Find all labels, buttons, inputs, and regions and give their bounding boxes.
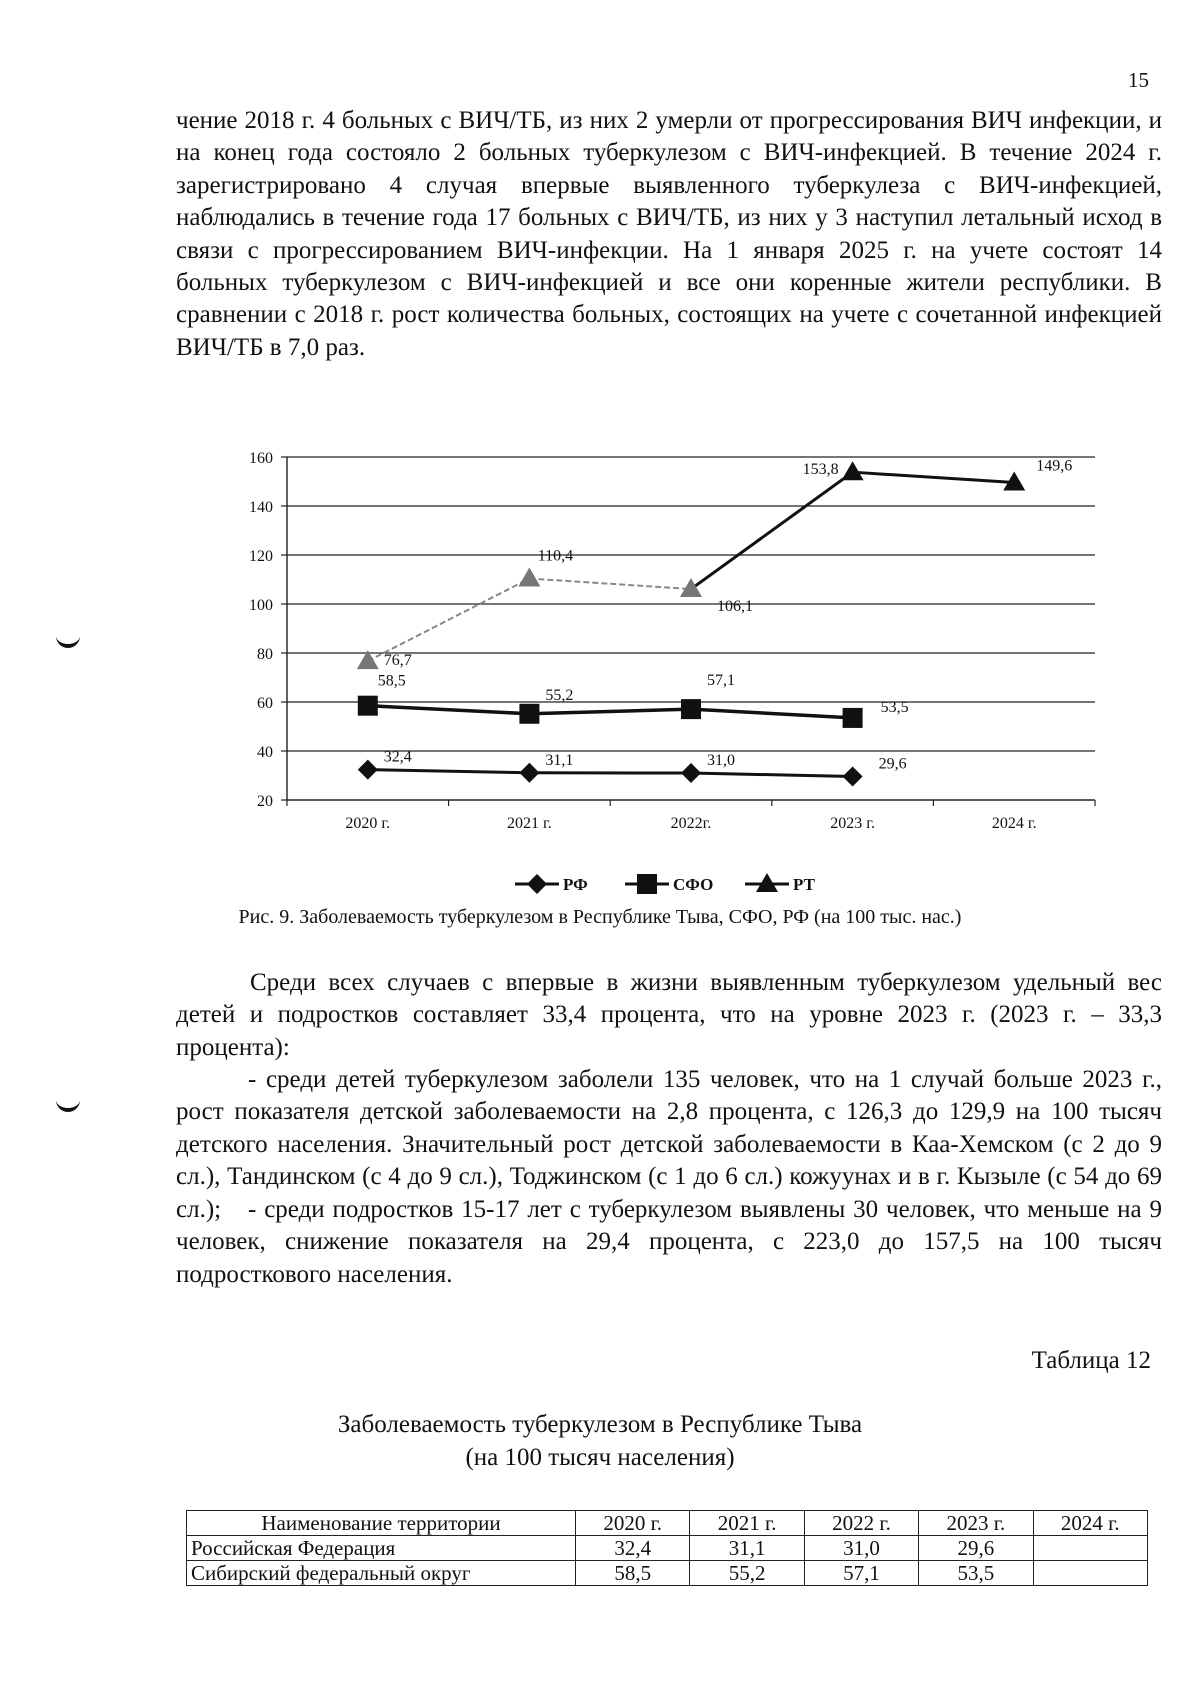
- cell-value: 32,4: [576, 1536, 690, 1561]
- figure-caption: Рис. 9. Заболеваемость туберкулезом в Республике Тыва, СФО, РФ (на 100 тыс. нас.): [238, 906, 962, 928]
- header-2023: 2023 г.: [919, 1511, 1033, 1536]
- paragraph-hiv-tb: чение 2018 г. 4 больных с ВИЧ/ТБ, из них 2 умерли от прогрессирования ВИЧ инфекции, и на конец года состояло 2 больных туберкулезом с ВИЧ-инфекцией. В течение 2024 г. зарегистрировано 4 случая впервые выявленного туберкулеза с ВИЧ-инфекцией, наблюдались в течение года 17 больных с ВИЧ/ТБ, из них у 3 наступил летальный исход в связи с прогрессированием ВИЧ-инфекции. На 1 января 2025 г. на учете состоят 14 больных туберкулезом с ВИЧ-инфекцией и все они коренные жители республики. В сравнении с 2018 г. рост количества больных, состоящих на учете с сочетанной инфекцией ВИЧ/ТБ в 7,0 раз.: [176, 107, 1162, 361]
- data-point-diamond: [519, 763, 539, 783]
- cell-value: 31,1: [690, 1536, 804, 1561]
- data-label: 31,1: [545, 751, 574, 769]
- cell-value: 55,2: [690, 1561, 804, 1586]
- cell-value: 58,5: [576, 1561, 690, 1586]
- cell-value: 53,5: [919, 1561, 1033, 1586]
- cell-value: 57,1: [804, 1561, 918, 1586]
- header-2020: 2020 г.: [576, 1511, 690, 1536]
- cell-value: 31,0: [804, 1536, 918, 1561]
- data-label: 29,6: [878, 755, 907, 773]
- legend-label: СФО: [673, 875, 714, 894]
- data-label: 149,6: [1036, 457, 1073, 475]
- series-line-rt: [529, 579, 691, 590]
- data-point-diamond: [843, 766, 863, 786]
- y-tick-label: 140: [249, 499, 273, 516]
- table-header-row: [187, 1511, 1148, 1536]
- series-line-rt: [691, 472, 853, 589]
- cell-value: 29,6: [919, 1536, 1033, 1561]
- x-tick-label: 2022г.: [670, 815, 712, 832]
- data-point-square: [681, 699, 701, 719]
- table-label: Таблица 12: [1031, 1347, 1151, 1374]
- y-tick-label: 160: [249, 450, 273, 467]
- x-tick-label: 2023 г.: [830, 815, 875, 832]
- x-tick-label: 2020 г.: [345, 815, 391, 832]
- x-tick-label: 2024 г.: [991, 815, 1037, 832]
- y-tick-label: 20: [257, 793, 273, 810]
- data-point-square: [358, 696, 378, 716]
- header-territory: Наименование территории: [187, 1511, 576, 1536]
- cell-territory: Сибирский федеральный округ: [187, 1561, 576, 1586]
- series-line-rt: [368, 579, 530, 662]
- header-2024: 2024 г.: [1033, 1511, 1147, 1536]
- series-line-sfo: [368, 706, 853, 718]
- table-title: [0, 1408, 1200, 1474]
- data-label: 31,0: [707, 752, 735, 770]
- data-label: 55,2: [545, 686, 574, 704]
- table-title-line2: (на 100 тысяч населения): [465, 1444, 735, 1471]
- legend-marker-diamond: [527, 874, 547, 894]
- y-tick-label: 60: [257, 695, 273, 712]
- series-line-rf: [368, 770, 853, 777]
- data-label: 58,5: [377, 672, 406, 690]
- y-tick-label: 40: [257, 744, 273, 761]
- table-row: [187, 1561, 1148, 1586]
- y-tick-label: 100: [249, 597, 273, 614]
- data-point-diamond: [358, 760, 378, 780]
- legend-label: РФ: [563, 875, 588, 894]
- y-tick-label: 80: [257, 646, 273, 663]
- cell-value: [1033, 1561, 1147, 1586]
- header-2022: 2022 г.: [804, 1511, 918, 1536]
- cell-value: [1033, 1536, 1147, 1561]
- legend-label: РТ: [793, 875, 815, 894]
- data-label: 110,4: [537, 547, 574, 565]
- data-point-square: [843, 708, 863, 728]
- scan-artifact-mark: [56, 1092, 80, 1112]
- series-line-rt: [853, 472, 1015, 482]
- page-number: 15: [1128, 68, 1149, 92]
- data-point-triangle: [842, 461, 864, 480]
- y-tick-label: 120: [249, 548, 273, 565]
- header-2021: 2021 г.: [690, 1511, 804, 1536]
- paragraph-children: - среди детей туберкулезом заболели 135 человек, что на 1 случай больше 2023 г., рост показателя детской заболеваемости на 2,8 процента, с 126,3 до 129,9 на 100 тысяч детского населения. Значительный рост детской заболеваемости в Каа-Хемском (с 2 до 9 сл.), Тандинском (с 4 до 9 сл.), Тоджинском (с 1 до 6 сл.) кожуунах и в г. Кызыле (с 54 до 69 сл.);: [176, 1066, 1162, 1223]
- table-row: [187, 1536, 1148, 1561]
- paragraph-children-share: Среди всех случаев с впервые в жизни выявленным туберкулезом удельный вес детей и подростков составляет 33,4 процента, что на уровне 2023 г. (2023 г. – 33,3 процента):: [176, 969, 1162, 1061]
- incidence-table: [186, 1510, 1148, 1586]
- data-label: 76,7: [383, 652, 412, 670]
- data-label: 106,1: [717, 598, 753, 616]
- data-point-diamond: [681, 763, 701, 783]
- data-point-triangle: [518, 568, 540, 587]
- data-label: 153,8: [802, 461, 839, 479]
- cell-territory: Российская Федерация: [187, 1536, 576, 1561]
- x-tick-label: 2021 г.: [507, 815, 552, 832]
- legend-marker-square: [637, 874, 657, 894]
- data-label: 32,4: [383, 748, 412, 766]
- data-label: 57,1: [707, 672, 735, 690]
- paragraph-adolescents: - среди подростков 15-17 лет с туберкулезом выявлены 30 человек, что меньше на 9 человек, снижение показателя на 29,4 процента, с 223,0 до 157,5 на 100 тысяч подросткового населения.: [176, 1196, 1162, 1288]
- data-label: 53,5: [880, 698, 909, 716]
- table-title-line1: Заболеваемость туберкулезом в Республике Тыва: [337, 1411, 863, 1438]
- data-point-square: [519, 704, 539, 724]
